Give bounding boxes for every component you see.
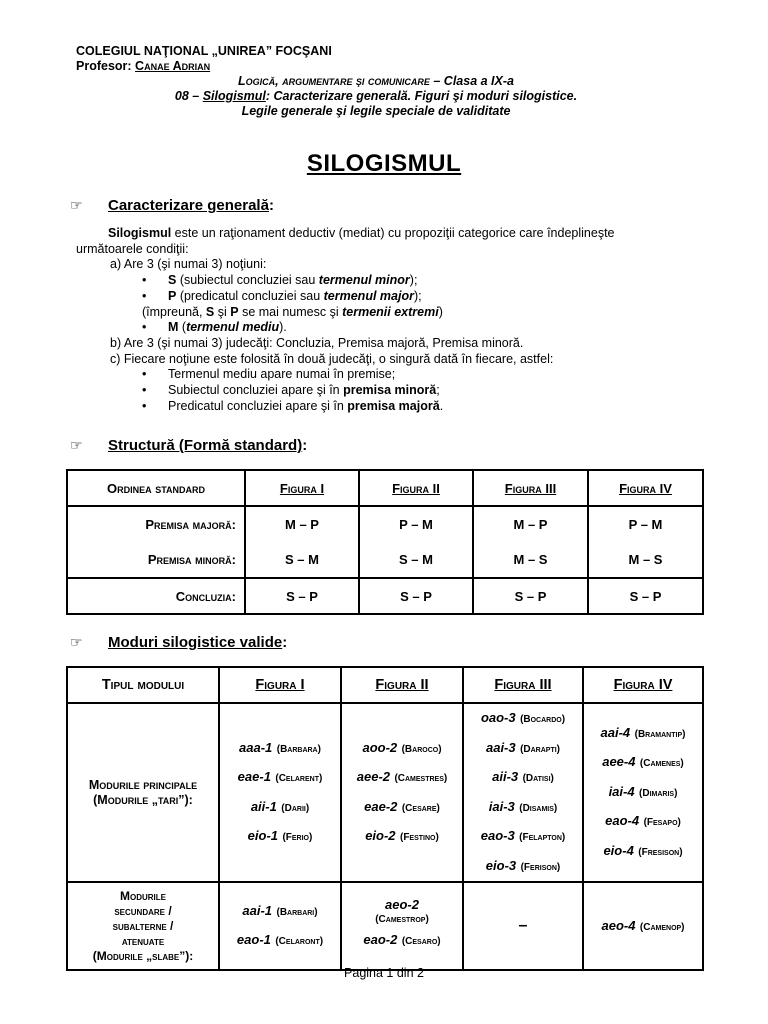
mod-name: (Datisi) (522, 773, 554, 784)
mod-code: aoo-2 (362, 739, 398, 755)
mod-code: eio-4 (603, 842, 634, 858)
moduri-table (66, 666, 704, 971)
mod-code: aee-4 (602, 754, 636, 770)
weak-fig1 (219, 882, 341, 970)
header-figura-1: Figura I (255, 677, 305, 693)
section-title: Moduri silogistice valide (108, 634, 283, 651)
section-title: Structură (Formă standard) (108, 437, 303, 454)
major-fig4: P – M (628, 517, 663, 532)
sym-s: S (205, 304, 215, 319)
mod-item (220, 734, 340, 764)
mod-item (584, 778, 702, 808)
mod-code: eae-1 (237, 769, 271, 784)
header-tipul: Tipul modului (67, 667, 219, 703)
mod-code: aaa-1 (239, 739, 273, 755)
premisa-majora: premisa majoră (347, 398, 440, 413)
mod-name: (Felapton) (519, 832, 566, 843)
section-heading-general: ☞ Caracterizare generală: (70, 197, 274, 214)
minor-fig2: S – M (399, 552, 433, 567)
txt: (subiectul concluziei sau (176, 273, 319, 288)
intro-text-2: următoarele condiţii: (76, 241, 189, 256)
txt: ); (413, 288, 422, 303)
mod-name: (Cesaro) (401, 935, 441, 947)
label-weak-1: Modurile (120, 888, 166, 903)
mod-name: (Bocardo) (520, 714, 566, 725)
mod-name: (Darapti) (520, 743, 561, 755)
txt: se mai numesc şi (238, 304, 343, 319)
txt: ) (438, 304, 443, 319)
mod-item (220, 822, 340, 852)
major-fig3: M – P (513, 517, 548, 532)
major-fig1: M – P (285, 517, 319, 532)
minor-fig4: M – S (628, 552, 663, 567)
mod-item (342, 763, 462, 793)
cell-fig2 (359, 506, 473, 578)
mod-name: (Celarent) (275, 773, 323, 784)
mod-name: (Disamis) (519, 802, 558, 814)
term-minor: termenul minor (318, 273, 410, 288)
strong-fig3 (463, 703, 583, 882)
mod-name: (Camestres) (394, 773, 448, 784)
concl-fig1: S – P (245, 578, 359, 614)
cell-fig4 (588, 506, 703, 578)
header-ordinea: Ordinea standard (67, 470, 245, 506)
mod-item (464, 704, 582, 734)
note-extremi (76, 305, 724, 321)
label-premisa-minora: Premisa minoră: (147, 552, 236, 567)
mod-item (584, 837, 702, 867)
mod-item (464, 822, 582, 852)
cell-fig1 (245, 506, 359, 578)
concl-fig4: S – P (588, 578, 703, 614)
mod-code: iai-3 (488, 798, 515, 814)
bullet-c1: • Termenul mediu apare numai în premise; (142, 367, 396, 382)
mod-name: (Darii) (281, 802, 310, 814)
mod-code: aeo-4 (601, 918, 636, 933)
mod-item (584, 807, 702, 837)
mod-code: eao-1 (236, 932, 271, 947)
mod-name: (Fesapo) (643, 817, 681, 829)
course-line (66, 74, 686, 89)
mod-item (220, 793, 340, 823)
mod-name: (Festino) (399, 832, 439, 843)
header-figura-3: Figura III (504, 480, 557, 496)
mod-name: (Ferison) (520, 861, 561, 873)
label-concluzia: Concluzia: (67, 578, 245, 614)
cell-fig3 (473, 506, 588, 578)
mod-code: eio-2 (365, 828, 396, 843)
txt: ). (279, 320, 287, 335)
mod-name: (Fresison) (638, 846, 683, 858)
mod-name: (Barbara) (276, 743, 321, 755)
strong-fig2 (341, 703, 463, 882)
lesson-number: 08 – (174, 89, 203, 103)
sym-s: S (168, 273, 177, 288)
condition-c: c) Fiecare noţiune este folosită în două judecăţi, o singură dată în fiecare, astfel: (110, 351, 554, 366)
txt: . (439, 398, 444, 413)
bullet-s: • S (subiectul concluziei sau termenul minor); (142, 273, 418, 288)
mod-item (464, 793, 582, 823)
intro-paragraph (76, 226, 724, 242)
mod-name: (Camenes) (639, 758, 684, 770)
course-class: – Clasa a IX-a (429, 74, 514, 88)
txt: ( (178, 320, 187, 335)
mod-item (342, 897, 462, 912)
mod-name: (Cesare) (401, 802, 440, 814)
mod-code: eao-3 (480, 828, 515, 843)
table-row-premises (67, 506, 703, 578)
weak-fig2 (341, 882, 463, 970)
mod-code: aee-2 (356, 769, 390, 784)
course-name: Logică, argumentare şi comunicare (238, 74, 430, 88)
pointing-hand-icon: ☞ (70, 634, 83, 650)
mod-code: eio-3 (485, 857, 517, 873)
mod-item (342, 912, 462, 926)
lesson-topic: Silogismul (202, 89, 266, 103)
label-weak-5: (Modurile „slabe”): (92, 948, 194, 963)
page-title: SILOGISMUL (306, 150, 462, 177)
strong-fig4 (583, 703, 703, 882)
section-heading-structure: ☞ Structură (Formă standard): (70, 437, 308, 454)
table-row-conclusion (67, 578, 703, 614)
condition-a: a) Are 3 (şi numai 3) noţiuni: (110, 257, 267, 272)
weak-fig3: – (463, 882, 583, 970)
pointing-hand-icon: ☞ (70, 197, 83, 213)
txt: şi (214, 304, 231, 319)
term-major: termenul major (323, 288, 414, 303)
mod-code: aeo-2 (385, 896, 419, 912)
term-silogismul: Silogismul (108, 226, 172, 240)
teacher-line (76, 59, 696, 74)
concl-fig2: S – P (359, 578, 473, 614)
mod-code: iai-4 (608, 783, 635, 799)
txt: (predicatul concluziei sau (176, 288, 324, 303)
table-row-strong (67, 703, 703, 882)
header-figura-3: Figura III (494, 677, 552, 693)
bullet-p: • P (predicatul concluziei sau termenul major); (142, 288, 422, 303)
premise-labels (67, 506, 245, 578)
txt: ); (409, 273, 418, 288)
intro-block (76, 226, 724, 414)
mod-name: (Bramantip) (634, 728, 686, 740)
label-strong-2: (Modurile „tari”): (93, 792, 193, 807)
weak-fig4 (583, 882, 703, 970)
mod-code: eao-2 (363, 931, 398, 947)
label-weak (67, 882, 219, 970)
header-figura-1: Figura I (279, 480, 325, 496)
label-premisa-majora: Premisa majoră: (145, 517, 236, 532)
mod-code: aai-1 (242, 903, 273, 918)
mod-item (584, 719, 702, 749)
label-strong (67, 703, 219, 882)
mod-item (342, 793, 462, 823)
label-weak-2: secundare / (114, 903, 172, 918)
mod-code: aii-3 (492, 769, 519, 784)
mod-name: (Dimaris) (639, 787, 678, 799)
header-figura-2: Figura II (375, 677, 429, 693)
mod-name: (Barbari) (276, 907, 318, 918)
structure-table (66, 469, 704, 615)
bullet-c3: • Predicatul concluziei apare şi în premisa majoră. (142, 398, 444, 413)
strong-fig1 (219, 703, 341, 882)
table-row-weak (67, 882, 703, 970)
label-weak-3: subalterne / (112, 918, 174, 933)
mod-name: (Baroco) (401, 743, 442, 755)
term-mediu: termenul mediu (186, 320, 280, 335)
section-title: Caracterizare generală (108, 197, 269, 214)
mod-item (342, 822, 462, 852)
mod-item (220, 897, 340, 926)
sym-p: P (168, 288, 177, 303)
bullet-c2: • Subiectul concluziei apare şi în premisa minoră; (142, 383, 440, 398)
mod-name: (Camestrop) (375, 913, 429, 925)
mod-code: aai-3 (485, 739, 516, 755)
table-header-row (67, 470, 703, 506)
mod-name: (Celaront) (275, 936, 324, 947)
lesson-subtitle: : Caracterizare generală. Figuri şi moduri silogistice. (265, 89, 578, 103)
label-weak-4: atenuate (121, 933, 165, 948)
teacher-label: Profesor: (76, 59, 136, 73)
mod-item (342, 926, 462, 956)
header-figura-4: Figura IV (619, 480, 672, 496)
mod-item (464, 763, 582, 793)
mod-code: aai-4 (600, 724, 631, 740)
minor-fig3: M – S (513, 552, 548, 567)
mod-item (342, 734, 462, 764)
header-figura-2: Figura II (392, 480, 440, 496)
label-strong-1: Modurile principale (88, 777, 198, 792)
mod-code: eao-4 (605, 813, 640, 829)
section-heading-moduri: ☞ Moduri silogistice valide: (70, 634, 288, 651)
mod-item (220, 763, 340, 793)
major-fig2: P – M (399, 517, 433, 532)
mod-item (464, 734, 582, 764)
table-header-row (67, 667, 703, 703)
header-figura-4: Figura IV (613, 677, 673, 693)
term-extremi: termenii extremi (342, 304, 439, 319)
page-footer: Pagina 1 din 2 (344, 966, 424, 980)
mod-item (464, 852, 582, 882)
premisa-minora: premisa minoră (343, 383, 437, 398)
concl-fig3: S – P (473, 578, 588, 614)
lesson-line (66, 89, 686, 104)
txt: ; (436, 383, 440, 398)
mod-code: eio-1 (247, 828, 278, 843)
intro-text: este un raţionament deductiv (mediat) cu propoziţii categorice care îndeplineşte (171, 226, 615, 240)
mod-name: (Ferio) (282, 832, 313, 843)
mod-item (220, 926, 340, 955)
teacher-name: Canae Adrian (135, 59, 211, 73)
mod-item (584, 748, 702, 778)
txt: Predicatul concluziei apare şi în (168, 398, 348, 413)
txt: (împreună, (142, 304, 206, 319)
minor-fig1: S – M (285, 552, 319, 567)
bullet-m: • M (termenul mediu). (142, 320, 287, 335)
txt: Termenul mediu apare numai în premise; (168, 367, 396, 382)
mod-code: oao-3 (480, 710, 516, 725)
mod-code: eae-2 (364, 798, 398, 814)
lesson-laws: Legile generale şi legile speciale de validitate (241, 104, 511, 118)
mod-code: aii-1 (250, 798, 277, 814)
condition-b: b) Are 3 (şi numai 3) judecăţi: Concluzia, Premisa majoră, Premisa minoră. (110, 335, 524, 350)
txt: Subiectul concluziei apare şi în (168, 383, 344, 398)
sym-p: P (230, 304, 239, 319)
pointing-hand-icon: ☞ (70, 437, 83, 453)
mod-name: (Camenop) (639, 922, 685, 933)
school-name: COLEGIUL NAŢIONAL „UNIREA” FOCŞANI (76, 44, 332, 58)
sym-m: M (168, 320, 179, 335)
